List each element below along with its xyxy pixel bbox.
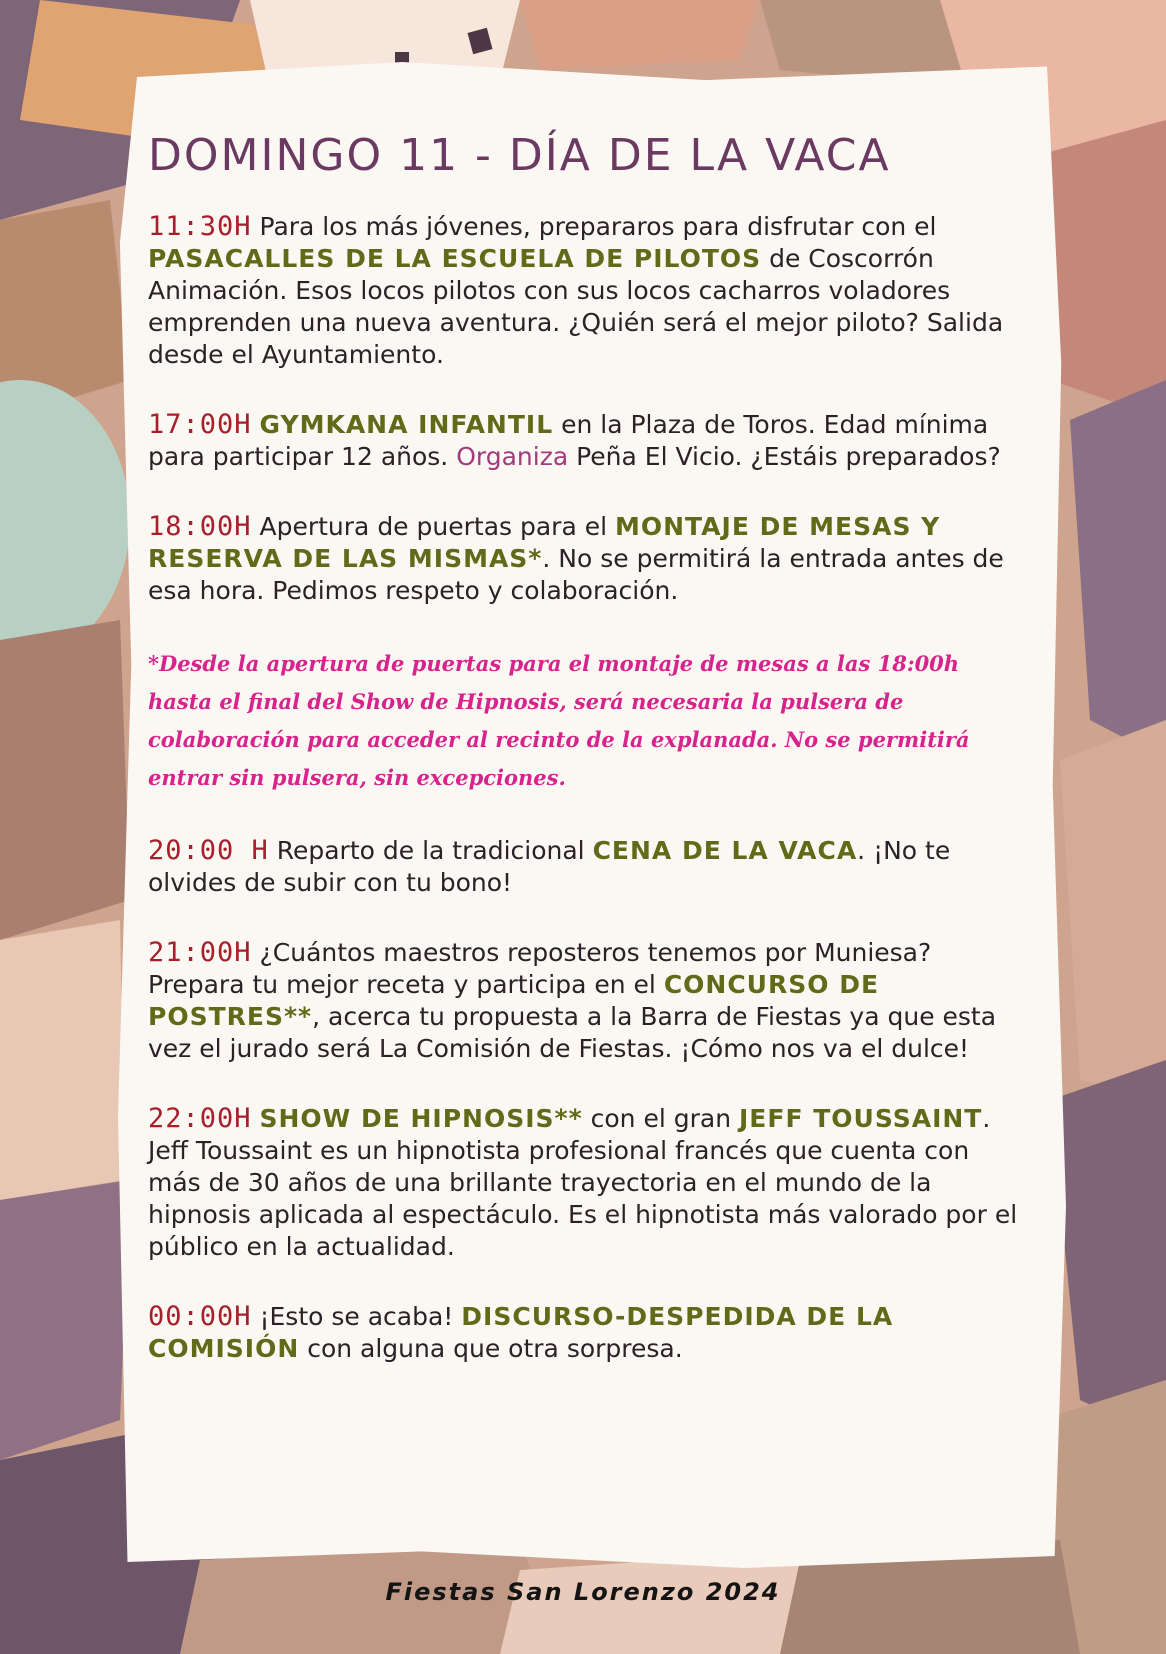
event-time: 00:00H — [148, 1301, 252, 1332]
event-time: 11:30H — [148, 211, 252, 242]
event-2100 — [148, 937, 1028, 1065]
event-text: . No se permitirá la entrada antes de esa hora. Pedimos respeto y colaboración. — [148, 544, 1004, 605]
event-text: ¡Esto se acaba! — [251, 1302, 462, 1331]
event-time: 20:00 H — [148, 835, 269, 866]
program-content — [148, 130, 1028, 1403]
wristband-note: *Desde la apertura de puertas para el montaje de mesas a las 18:00h hasta el final del Show de Hipnosis, será necesaria la pulsera de colaboración para acceder al recinto de la explanada. No se permitirá entrar sin pulsera, sin excepciones. — [148, 651, 970, 790]
event-2200 — [148, 1103, 1028, 1263]
event-text: Reparto de la tradicional — [268, 836, 593, 865]
event-highlight: CONCURSO DE POSTRES** — [148, 970, 880, 1031]
organizer-label: Organiza — [456, 442, 569, 471]
event-time: 21:00H — [148, 937, 252, 968]
event-text: . Jeff Toussaint es un hipnotista profesional francés que cuenta con más de 30 años de una brillante trayectoria en el mundo de la hipnosis aplicada al espectáculo. Es el hipnotista más valorado por el público en la actualidad. — [148, 1104, 1018, 1261]
event-text: con el gran — [582, 1104, 739, 1133]
event-1130 — [148, 211, 1028, 371]
event-highlight: CENA DE LA VACA — [592, 836, 858, 865]
event-text: de Coscorrón Animación. Esos locos pilotos con sus locos cacharros voladores emprenden una nueva aventura. ¿Quién será el mejor piloto? Salida desde el Ayuntamiento. — [148, 244, 1004, 369]
page-title: DOMINGO 11 - DÍA DE LA VACA — [148, 130, 891, 181]
event-text: con alguna que otra sorpresa. — [299, 1334, 683, 1363]
event-2000 — [148, 835, 1028, 899]
event-text: Apertura de puertas para el — [251, 512, 615, 541]
event-0000 — [148, 1301, 1028, 1365]
event-text: Peña El Vicio. ¿Estáis preparados? — [568, 442, 1001, 471]
event-text: Para los más jóvenes, prepararos para disfrutar con el — [251, 212, 937, 241]
event-highlight: GYMKANA INFANTIL — [259, 410, 554, 439]
event-time: 18:00H — [148, 511, 252, 542]
event-highlight: SHOW DE HIPNOSIS** — [259, 1104, 583, 1133]
event-text: . ¡No te olvides de subir con tu bono! — [148, 836, 951, 897]
event-text: , acerca tu propuesta a la Barra de Fiestas ya que esta vez el jurado será La Comisión de Fiestas. ¡Cómo nos va el dulce! — [148, 1002, 997, 1063]
event-highlight: PASACALLES DE LA ESCUELA DE PILOTOS — [148, 244, 762, 273]
event-highlight-performer: JEFF TOUSSAINT — [739, 1104, 983, 1133]
event-text: en la Plaza de Toros. Edad mínima para participar 12 años. — [148, 410, 989, 471]
event-highlight: MONTAJE DE MESAS Y RESERVA DE LAS MISMAS* — [148, 512, 941, 573]
event-time: 22:00H — [148, 1103, 252, 1134]
footer-event-name: Fiestas San Lorenzo 2024 — [385, 1578, 781, 1606]
event-text: ¿Cuántos maestros reposteros tenemos por Muniesa? Prepara tu mejor receta y participa en el — [148, 938, 932, 999]
event-highlight: DISCURSO-DESPEDIDA DE LA COMISIÓN — [148, 1302, 894, 1363]
event-1700 — [148, 409, 1028, 473]
event-1800 — [148, 511, 1028, 607]
event-time: 17:00H — [148, 409, 252, 440]
